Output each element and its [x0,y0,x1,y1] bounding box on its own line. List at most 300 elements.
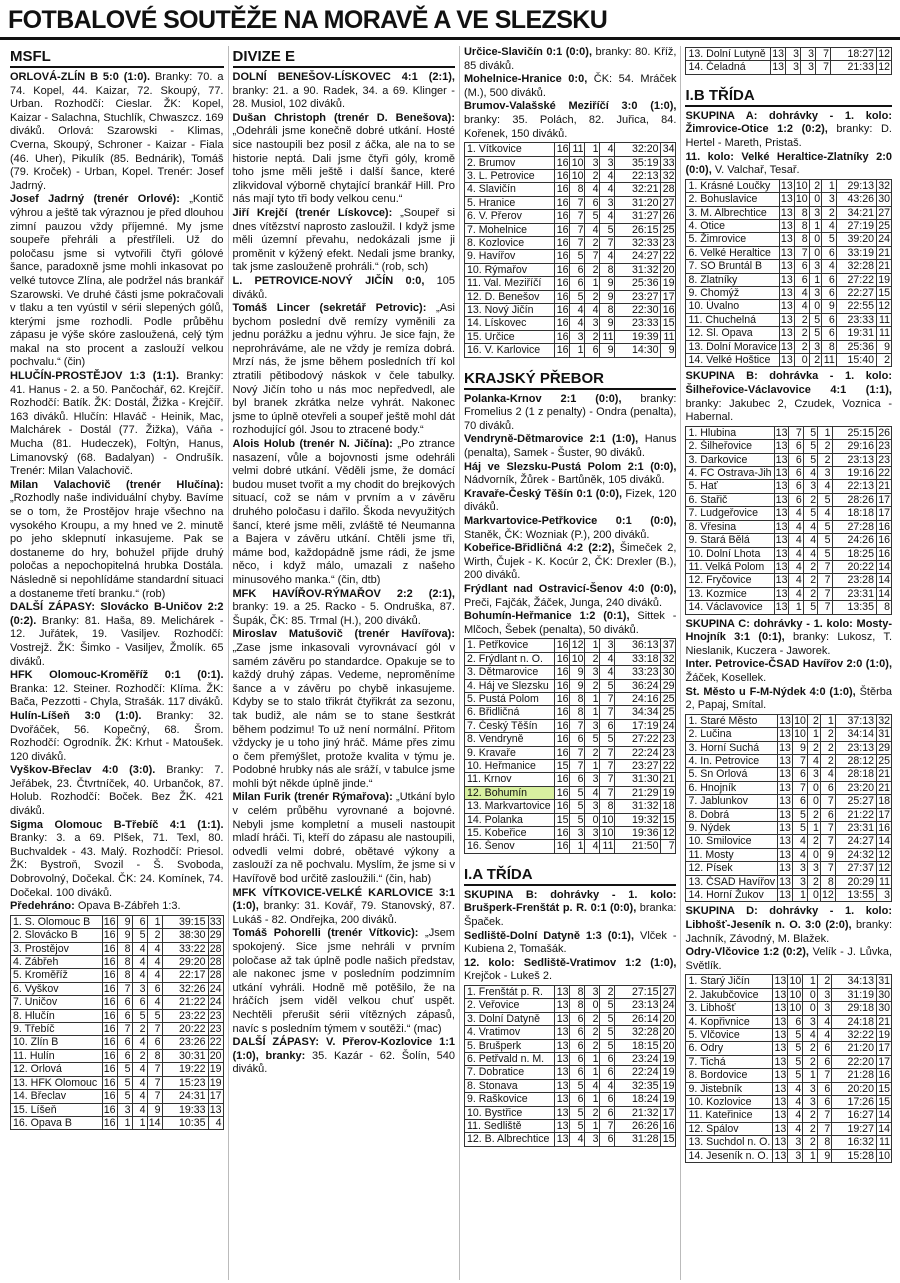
team-cell: 2. Brumov [464,156,555,169]
stat-cell: 7 [147,1023,162,1036]
stat-cell: 19:36 [615,827,661,840]
stat-cell: 16 [103,969,116,982]
stat-cell: 5 [788,1069,803,1082]
stat-cell: 14 [148,1116,161,1129]
paragraph-headline: Brumov-Valašské Meziříčí 3:0 (1:0), [463,100,677,113]
stat-cell: 5 [803,426,817,439]
stat-cell: 2 [803,574,817,587]
table-row [686,340,892,353]
stat-cell: 17 [209,1090,222,1103]
team-cell: 8. Dobrá [686,808,778,821]
stat-cell: 6 [789,467,803,480]
stat-cell: 13 [556,1120,569,1133]
stat-cell: 21 [878,480,890,493]
stat-cell: 6 [570,1053,585,1066]
stat-cell: 1 [585,639,600,652]
stat-cell: 31:32 [615,263,661,276]
stat-cell: 17:26 [832,1096,877,1109]
stat-cell: 20:22 [832,560,876,573]
stat-cell: 4 [788,1109,803,1122]
stat-cell: 16 [556,719,569,732]
stat-cell: 7 [117,982,132,995]
table-row [686,862,892,875]
stat-cell: 10 [789,1002,802,1015]
stat-cell: 29:18 [832,1002,877,1015]
stat-cell: 13 [775,534,788,547]
stat-cell: 7 [600,746,615,759]
article-paragraph [685,618,892,659]
team-cell: 14. Lískovec [464,317,555,330]
paragraph-headline: Hulín-Líšeň 3:0 (1:0). [10,709,142,722]
stat-cell: 24:16 [615,692,661,705]
stat-cell: 12 [878,862,890,875]
stat-cell: 27:37 [835,862,876,875]
table-row [464,183,676,196]
team-cell: 5. Brušperk [464,1039,555,1052]
stat-cell: 4 [788,1082,803,1095]
stat-cell: 0 [807,795,820,808]
stat-cell: 3 [788,1136,803,1149]
table-row [686,246,892,259]
stat-cell: 4 [820,768,835,781]
stat-cell: 4 [208,1116,223,1129]
paragraph-text: Sittek - Mlčoch, Šebek (penalta), 50 diváků. [463,610,677,636]
paragraph-headline: Kobeřice-Břidličná 4:2 (2:2), [463,542,615,555]
stat-cell: 31:27 [615,210,661,223]
article-paragraph [233,887,455,928]
stat-cell: 16 [556,317,569,330]
stat-cell: 32 [878,179,890,192]
team-cell: 4. Slavičín [464,183,555,196]
table-row [686,220,892,233]
team-cell: 5. Hať [686,480,774,493]
paragraph-headline: Milan Valachovič (trenér Hlučína): [10,478,224,491]
stat-cell: 5 [117,1063,132,1076]
stat-cell: 4 [817,1028,831,1041]
stat-cell: 30 [878,1002,890,1015]
table-row [11,929,224,942]
stat-cell: 28 [209,956,222,969]
team-cell: 3. L. Petrovice [464,169,555,182]
stat-cell: 6 [788,1015,803,1028]
stat-cell: 2 [794,327,809,340]
stat-cell: 16 [103,1090,116,1103]
stat-cell: 31:19 [832,988,877,1001]
stat-cell: 16 [556,210,569,223]
stat-cell: 7 [117,1023,132,1036]
stat-cell: 13 [779,808,791,821]
stat-cell: 7 [817,1069,831,1082]
paragraph-text: Branky: 32. Dvořáček, 56. Kopečný, 68. Šrom. Rozhodčí: Ogrodník. ŽK: Krhut - Matoušek. 120 diváků. [10,709,224,763]
stat-cell: 13 [779,714,791,727]
stat-cell: 9 [600,277,615,290]
stat-cell: 9 [570,679,585,692]
stat-cell: 13 [779,875,791,888]
paragraph-headline: Předehráno: [10,900,75,913]
stat-cell: 11 [876,1136,891,1149]
team-cell: 9. Nýdek [686,821,778,834]
stat-cell: 1 [820,714,835,727]
stat-cell: 16:32 [832,1136,877,1149]
stat-cell: 25 [662,223,675,236]
stat-cell: 5 [570,1106,585,1119]
article-paragraph [233,588,455,629]
team-cell: 5. Kroměříž [11,969,103,982]
stat-cell: 6 [117,1049,132,1062]
stat-cell: 3 [809,206,822,219]
stat-cell: 6 [570,263,585,276]
table-row [686,260,892,273]
paragraph-text: Staněk, ČK: Wozniak (P.), 200 diváků. [463,528,650,541]
stat-cell: 3 [585,156,600,169]
column-4 [680,46,896,1280]
paragraph-text: branky: Lukosz, T. Nieslanik, Kuczera - Jaworek. [685,631,893,657]
stat-cell: 8 [600,304,615,317]
stat-cell: 8 [570,706,585,719]
stat-cell: 10 [601,813,614,826]
article-paragraph [464,73,677,100]
table-row [11,1049,224,1062]
stat-cell: 1 [807,728,820,741]
stat-cell: 2 [877,354,892,367]
table-row [686,714,892,727]
stat-cell: 5 [132,929,147,942]
stat-cell: 4 [794,300,809,313]
stat-cell: 13 [780,287,793,300]
team-cell: 9. Havířov [464,250,555,263]
article-paragraph [10,193,224,370]
stat-cell: 27 [662,196,675,209]
table-row [686,821,892,834]
paragraph-headline: DALŠÍ ZÁPASY: V. Přerov-Kozlovice 1:1 (1:0), branky: [232,1036,455,1062]
paragraph-headline: St. Město u F-M-Nýdek 4:0 (1:0), [685,685,856,698]
paragraph-text: Branky: 7. Jeřábek, 23. Čtvrtníček, 40. Urbančok, 87. Holub. Rozhodčí: Boček. Bez ŽK. 421 diváků. [10,764,224,818]
table-row [464,237,676,250]
article-paragraph [464,889,677,930]
stat-cell: 4 [600,250,615,263]
stat-cell: 21:22 [162,996,208,1009]
stat-cell: 9 [600,344,615,357]
stat-cell: 36:24 [615,679,661,692]
stat-cell: 2 [807,741,820,754]
section-heading: DIVIZE E [233,48,455,68]
table-row [464,692,676,705]
stat-cell: 1 [809,220,822,233]
stat-cell: 23:28 [832,574,876,587]
table-row [686,587,892,600]
stat-cell: 1 [807,821,820,834]
paragraph-text: 35. Kazár - 62. Šolín, 540 diváků. [232,1049,455,1076]
stat-cell: 23:13 [835,741,876,754]
paragraph-headline: Určice-Slavičín 0:1 (0:0), [463,46,593,58]
article-paragraph [685,110,892,151]
table-row [464,813,676,826]
stat-cell: 4 [600,183,615,196]
stat-cell: 5 [822,233,837,246]
stat-cell: 8 [794,220,809,233]
team-cell: 9. Kravaře [464,746,555,759]
stat-cell: 16 [556,290,569,303]
stat-cell: 5 [585,733,600,746]
stat-cell: 13 [779,795,791,808]
paragraph-headline: Sedliště-Dolní Datyně 1:3 (0:1), [463,929,635,942]
stat-cell: 7 [820,795,835,808]
stat-cell: 13 [774,1149,787,1162]
article-paragraph [233,112,455,207]
stat-cell: 7 [600,692,615,705]
stat-cell: 13 [774,1069,787,1082]
paragraph-text: Branky: 3. a 69. Plšek, 71. Texl, 80. Buchvaldek - 43. Malý. Rozhodčí: Priesol. ŽK: Bystroň, Svozil - Š. Svoboda, Dobrovolný, Dočekal. ČK: 24. Komínek, 74. Dočekal. 100 diváků. [10,832,224,899]
stat-cell: 4 [600,1079,615,1092]
team-cell: 13. Dolní Moravice [686,340,779,353]
stat-cell: 37 [662,639,675,652]
stat-cell: 13 [774,975,787,988]
paragraph-headline: DOLNÍ BENEŠOV-LÍSKOVEC 4:1 (2:1), [232,71,455,83]
stat-cell: 17 [878,493,890,506]
table-row [11,982,224,995]
team-cell: 12. Bohumín [464,786,555,799]
stat-cell: 16 [556,733,569,746]
stat-cell: 3 [807,768,820,781]
paragraph-headline: Josef Jadrný (trenér Orlové): [10,193,180,206]
paragraph-text: „Asi bychom poslední dvě remízy vyměnili za jednu porážku a jednu výhru. Je sice fajn, že neprohráváme, ale ne vždy je remíza dobrá. Mrzí nás, že jsme během posledních tří kol ztratili pětibodový náskok v čele tabulky. Nový Jičín toho u nás moc nepředvedl, ale byl branek zkrátka nelze vyhrát. Nakonec jsme to úplně otevřeli a soupeř ještě mohl dát rozhodující gól. Jsou to ztracené body.“ [232,302,455,437]
team-cell: 15. Kobeřice [464,827,555,840]
paragraph-text: „Zase jsme inkasovali vyrovnávací gól v samém závěru po standardce. Opakuje se to každý druhý zápas. Vedeme, neproměníme šance a v závěru po chybě inkasujeme. Kdyby se to stalo třikrát čtyřikrát za sezonu, tak budiž, ale nám se to stane šestkrát během podzimu! To už není normální. Přitom vždycky je u toho jiný hráč. Máme přes zimu o čem přemýšlet, protože kvalita v týmu je. Podobné hrubky nás ale sráží, v tabulce jsme mohli být někde úplně jinde.“ [232,641,455,790]
stat-cell: 19:16 [832,467,876,480]
paragraph-text: branky: Fromelius 2 (1 z penalty) - Ondra (penalta), 70 diváků. [463,392,677,432]
paragraph-text: Vlček - Kubiena 2, Tomašák. [463,929,677,956]
team-cell: 7. Český Těšín [464,719,555,732]
stat-cell: 1 [570,840,585,853]
table-row [686,179,892,192]
stat-cell: 13 [780,313,793,326]
stat-cell: 13 [556,1133,569,1146]
team-cell: 13. Kozmice [686,587,774,600]
stat-cell: 16 [556,344,569,357]
stat-cell: 16 [878,520,890,533]
team-cell: 11. Velká Polom [686,560,774,573]
stat-cell: 17:19 [615,719,661,732]
stat-cell: 16 [556,773,569,786]
stat-cell: 4 [789,520,803,533]
stat-cell: 4 [792,848,807,861]
stat-cell: 4 [585,786,600,799]
stat-cell: 3 [786,61,801,74]
stat-cell: 13 [775,507,788,520]
stat-cell: 7 [817,1122,831,1135]
stat-cell: 16 [662,1120,675,1133]
stat-cell: 13 [779,848,791,861]
stat-cell: 3 [600,156,615,169]
stat-cell: 5 [809,313,822,326]
stat-cell: 39:15 [162,915,208,928]
team-cell: 14. Velké Hoštice [686,354,779,367]
article-paragraph [464,542,677,583]
stat-cell: 13 [556,1039,569,1052]
stat-cell: 31:30 [615,773,661,786]
table-row [464,719,676,732]
paragraph-text: Velík - J. Lůvka, Světlík. [685,946,892,972]
stat-cell: 2 [803,1109,817,1122]
stat-cell: 2 [809,179,822,192]
stat-cell: 3 [803,1096,817,1109]
article-paragraph [233,927,455,1036]
stat-cell: 9 [820,848,835,861]
paragraph-headline: SKUPINA B: dohrávka - 1. kolo: Šilheřovice-Václavovice 4:1 (1:1), [685,370,892,397]
stat-cell: 5 [600,679,615,692]
stat-cell: 7 [820,862,835,875]
table-row [686,741,892,754]
stat-cell: 13 [775,467,788,480]
stat-cell: 7 [600,237,615,250]
stat-cell: 7 [600,760,615,773]
stat-cell: 6 [570,1066,585,1079]
table-row [464,666,676,679]
stat-cell: 15 [878,1096,890,1108]
stat-cell: 6 [570,733,585,746]
article-paragraph [233,302,455,438]
article-paragraph [464,957,677,984]
table-row [686,975,892,988]
stat-cell: 8 [817,1136,831,1149]
stat-cell: 7 [570,196,585,209]
team-cell: 4. Vratimov [464,1026,555,1039]
stat-cell: 12 [878,48,890,60]
stat-cell: 26:15 [615,223,661,236]
table-row [686,1122,892,1135]
team-cell: 14. Polanka [464,813,555,826]
table-row [686,1002,892,1015]
stat-cell: 19:32 [615,813,661,826]
stat-cell: 18:25 [832,547,876,560]
stat-cell: 4 [132,1076,147,1089]
stat-cell: 5 [792,808,807,821]
stat-cell: 21:22 [835,808,876,821]
stat-cell: 2 [794,313,809,326]
team-cell: 14. Břeclav [11,1090,103,1103]
stat-cell: 8 [117,969,132,982]
stat-cell: 5 [147,1009,162,1022]
stat-cell: 7 [789,426,803,439]
stat-cell: 6 [570,773,585,786]
table-row [464,330,676,343]
paragraph-text: Branka: 12. Steiner. Rozhodčí: Klíma. ŽK: Bača, Pezzotti - Chyla, Strašák. 117 diváků. [10,682,224,709]
stat-cell: 2 [600,986,615,999]
stat-cell: 16 [556,156,569,169]
stat-cell: 9 [600,290,615,303]
stat-cell: 2 [803,587,817,600]
stat-cell: 1 [585,1066,600,1079]
table-row [464,1133,676,1146]
stat-cell: 3 [817,1002,831,1015]
stat-cell: 16 [556,639,569,652]
stat-cell: 24:18 [832,1015,877,1028]
stat-cell: 16 [878,547,890,560]
stat-cell: 28 [209,942,222,955]
stat-cell: 5 [803,507,817,520]
stat-cell: 7 [818,560,832,573]
table-row [11,1116,224,1129]
stat-cell: 13:35 [832,601,876,614]
stat-cell: 27:22 [836,273,876,286]
table-row [686,48,892,61]
stat-cell: 3 [585,1133,600,1146]
table-row [464,773,676,786]
stat-cell: 21:29 [615,786,661,799]
table-row [686,754,892,767]
stat-cell: 29 [209,929,222,942]
stat-cell: 4 [585,223,600,236]
stat-cell: 30 [878,193,890,206]
stat-cell: 13 [774,1002,787,1015]
stat-cell: 0 [803,988,817,1001]
stat-cell: 20 [209,1049,222,1062]
stat-cell: 20:29 [835,875,876,888]
table-row [686,728,892,741]
stat-cell: 3 [803,1015,817,1028]
stat-cell: 8 [600,800,615,813]
stat-cell: 19 [878,273,890,286]
stat-cell: 3 [803,480,817,493]
stat-cell: 7 [820,835,835,848]
stat-cell: 19:33 [162,1103,208,1116]
stat-cell: 5 [600,733,615,746]
team-cell: 14. Václavovice [686,601,774,614]
team-cell: 5. Pustá Polom [464,692,555,705]
stat-cell: 32:35 [615,1079,661,1092]
table-row [686,467,892,480]
team-cell: 5. Žimrovice [686,233,779,246]
stat-cell: 2 [807,835,820,848]
stat-cell: 3 [877,888,892,901]
stat-cell: 28:12 [835,754,876,767]
stat-cell: 4 [803,1028,817,1041]
stat-cell: 9 [147,1103,162,1116]
stat-cell: 15 [556,760,569,772]
stat-cell: 19:27 [832,1122,877,1135]
table-row [686,1055,892,1068]
article-paragraph [464,46,677,73]
team-cell: 12. D. Benešov [464,290,555,303]
paragraph-text: branky: Jakubec 2, Czudek, Voznica - Habernal. [685,397,892,424]
stat-cell: 20:22 [162,1023,208,1036]
article-paragraph [464,461,677,488]
stat-cell: 3 [792,862,807,875]
stat-cell: 4 [147,956,162,969]
stat-cell: 23:33 [836,313,876,326]
table-row [464,1053,676,1066]
stat-cell: 13 [779,741,791,754]
table-row [686,354,892,367]
stat-cell: 5 [600,1039,615,1052]
stat-cell: 13 [775,493,788,506]
team-cell: 5. Hranice [464,196,555,209]
paragraph-text: branky: 80. Kříž, 85 diváků. [463,46,677,72]
stat-cell: 5 [570,813,585,826]
stat-cell: 10 [571,169,584,182]
paragraph-text: „Soupeř si dnes vítězství naprosto zasloužil. I když jsme měli územní převahu, nedokázali jsme ji proměnit v kýžený efekt. Nedali jsme branky, tak jsme zaslouženě prohráli.“ (rob, sch) [232,206,455,274]
stat-cell: 5 [570,800,585,813]
stat-cell: 16 [103,956,116,969]
stat-cell: 27:15 [615,986,661,999]
stat-cell: 17 [878,507,890,520]
stat-cell: 21 [878,246,890,259]
stat-cell: 22 [662,760,675,772]
team-cell: 12. B. Albrechtice [464,1133,555,1146]
stat-cell: 2 [585,330,600,343]
stat-cell: 16 [556,196,569,209]
stat-cell: 4 [817,1015,831,1028]
